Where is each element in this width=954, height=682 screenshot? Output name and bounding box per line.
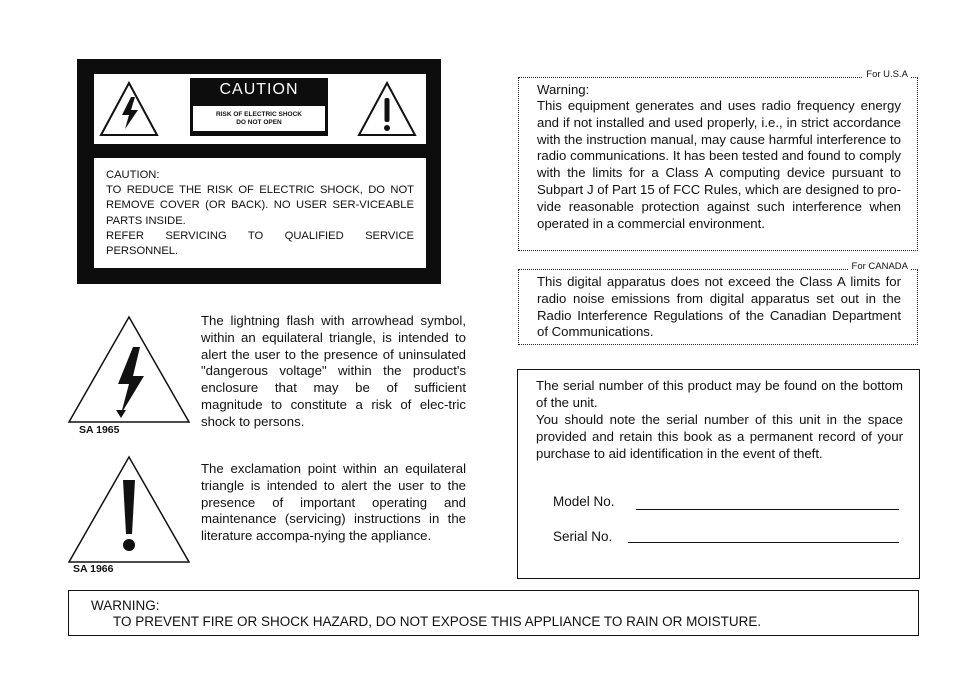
warning-title: WARNING: — [91, 598, 160, 613]
canada-notice-box — [518, 261, 918, 345]
model-number-label: Model No. — [553, 494, 615, 509]
exclamation-symbol-icon — [66, 454, 192, 566]
exclamation-triangle-icon — [356, 80, 418, 138]
caution-badge — [190, 78, 328, 136]
canada-text: This digital apparatus does not exceed the Class A limits for radio noise emissions from digital apparatus set out in the Radio Interference Regulations of the Canadian Department of Communications. — [537, 274, 901, 340]
serial-number-box — [517, 369, 920, 579]
caution-text — [106, 168, 414, 259]
canada-region-tag: For CANADA — [849, 261, 911, 272]
lightning-symbol-label: SA 1965 — [79, 424, 120, 436]
lightning-symbol-icon — [66, 314, 192, 426]
caution-heading: CAUTION: — [106, 169, 160, 181]
serial-info-line2: You should note the serial number of this unit in the space provided and retain this book as a permanent record of your purchase to aid identification in the event of theft. — [536, 412, 903, 461]
usa-text: This equipment generates and uses radio frequency energy and if not installed and used properly, i.e., in strict accordance with the instruction manual, may cause harmful interference to radio communications. It has been tested and found to comply with the limits for a Class A computing device pursuant to Subpart J of Part 15 of FCC Rules, which are designed to pro-vide reasonable protection against such interference when operated in a commercial environment. — [537, 98, 901, 231]
caution-text-panel — [94, 158, 426, 268]
warning-text: TO PREVENT FIRE OR SHOCK HAZARD, DO NOT EXPOSE THIS APPLIANCE TO RAIN OR MOISTURE. — [113, 614, 762, 629]
lightning-triangle-icon — [98, 80, 160, 138]
usa-heading: Warning: — [537, 82, 590, 97]
caution-title: CAUTION — [219, 81, 299, 98]
serial-number-blank[interactable] — [628, 542, 899, 543]
caution-line2: REFER SERVICING TO QUALIFIED SERVICE PERSONNEL. — [106, 229, 414, 258]
exclamation-symbol-description: The exclamation point within an equilateral triangle is intended to alert the user to the presence of important operating and maintenance (servicing) instructions in the literature accompa-nying the appliance. — [201, 461, 466, 544]
lightning-symbol-description: The lightning flash with arrowhead symbol, within an equilateral triangle, is intended to alert the user to the presence of uninsulated "dangerous voltage" within the product's enclosure that may be of sufficient magnitude to constitute a risk of elec-tric shock to persons. — [201, 313, 466, 429]
caution-subtitle-line2: DO NOT OPEN — [236, 119, 282, 126]
caution-subtitle-line1: RISK OF ELECTRIC SHOCK — [216, 111, 302, 118]
usa-region-tag: For U.S.A — [863, 69, 911, 80]
usa-notice-box — [518, 69, 918, 251]
serial-info-line1: The serial number of this product may be found on the bottom of the unit. — [536, 378, 903, 410]
warning-box — [68, 590, 919, 636]
caution-badge-subtitle — [193, 106, 325, 131]
serial-number-label: Serial No. — [553, 529, 613, 544]
exclamation-symbol-label: SA 1966 — [73, 563, 114, 575]
model-number-blank[interactable] — [636, 509, 899, 510]
caution-line1: TO REDUCE THE RISK OF ELECTRIC SHOCK, DO NOT REMOVE COVER (OR BACK). NO USER SER-VICEABLE PARTS INSIDE. — [106, 184, 414, 227]
